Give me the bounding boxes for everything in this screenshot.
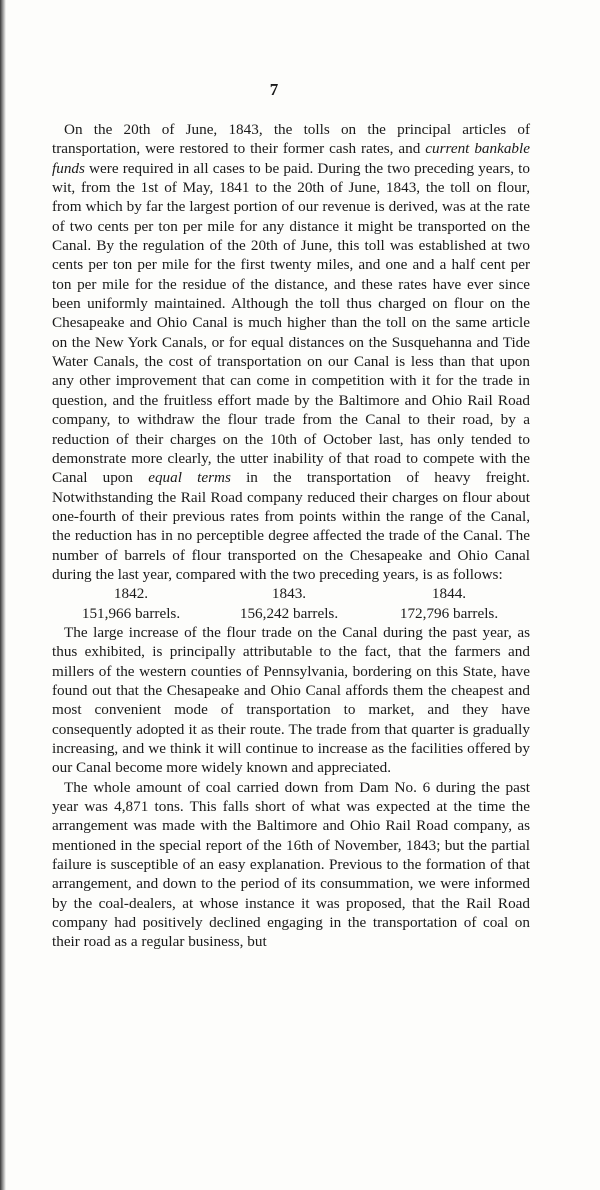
year-1843: 1843. — [271, 585, 307, 603]
paragraph-tolls — [52, 120, 530, 584]
paragraph-tolls-part-b: were required in all cases to be paid. During the two preceding years, to wit, from the 1st of May, 1841 to the 20th of June, 1843, the toll on flour, from which by far the largest portion of our revenue is derived, was at the rate of two cents per ton per mile for any distance it might be transported on the Canal. By the regulation of the 20th of June, this toll was established at two cents per ton per mile for the first twenty miles, and one and a half cent per ton per mile for the residue of the distance, and these rates have ever since been uniformly maintained. Although the toll thus charged on flour on the Chesapeake and Ohio Canal is much higher than the toll on the same article on the New York Canals, or for equal distances on the Susquehanna and Tide Water Canals, the cost of transportation on our Canal is less than that upon any other improvement that can come in competition with it for the trade in question, and the fruitless effort made by the Baltimore and Ohio Rail Road company, to withdraw the flour trade from the Canal to their road, by a reduction of their charges on the 10th of October last, has only tended to demonstrate more clearly, the utter inability of that road to compete with the Canal upon — [52, 159, 530, 487]
paragraph-tolls-part-c: in the transportation of heavy freight. Notwithstanding the Rail Road company reduced their charges on flour about one-fourth of their previous rates from points within the range of the Canal, the reduction has in no perceptible degree affected the trade of the Canal. The number of barrels of flour transported on the Chesapeake and Ohio Canal during the last year, compared with the two preceding years, is as follows: — [52, 469, 530, 583]
page-number: 7 — [269, 80, 279, 99]
italic-current-bankable-funds: current bankable funds — [52, 140, 530, 177]
year-1844: 1844. — [431, 585, 467, 603]
flour-table-years — [52, 584, 530, 603]
barrels-1843: 156,242 barrels. — [239, 604, 339, 622]
italic-equal-terms: equal terms — [148, 469, 231, 487]
year-1842: 1842. — [113, 585, 149, 603]
barrels-1842: 151,966 barrels. — [81, 604, 181, 622]
body-text — [52, 120, 530, 952]
paragraph-tolls-part-a: On the 20th of June, 1843, the tolls on the principal articles of transportation, were restored to their former cash rates, and — [52, 121, 530, 158]
paragraph-coal: The whole amount of coal carried down from Dam No. 6 during the past year was 4,871 tons. This falls short of what was expected at the time the arrangement was made with the Baltimore and Ohio Rail Road company, as mentioned in the special report of the 16th of November, 1843; but the partial failure is susceptible of an easy explanation. Previous to the formation of that arrangement, and down to the period of its consummation, we were informed by the coal-dealers, at whose instance it was proposed, that the Rail Road company had positively declined engaging in the transportation of coal on their road as a regular business, but — [52, 778, 530, 951]
flour-table-barrels — [52, 604, 530, 623]
binding-edge — [0, 0, 6, 1190]
barrels-1844: 172,796 barrels. — [399, 604, 499, 622]
paragraph-flour-increase: The large increase of the flour trade on the Canal during the past year, as thus exhibited, is principally attributable to the fact, that the farmers and millers of the western counties of Pennsylvania, bordering on this State, have found out that the Chesapeake and Ohio Canal affords them the cheapest and most convenient mode of transportation to market, and they have consequently adopted it as their route. The trade from that quarter is gradually increasing, and we think it will continue to increase as the facilities offered by our Canal become more widely known and appreciated. — [52, 623, 530, 777]
